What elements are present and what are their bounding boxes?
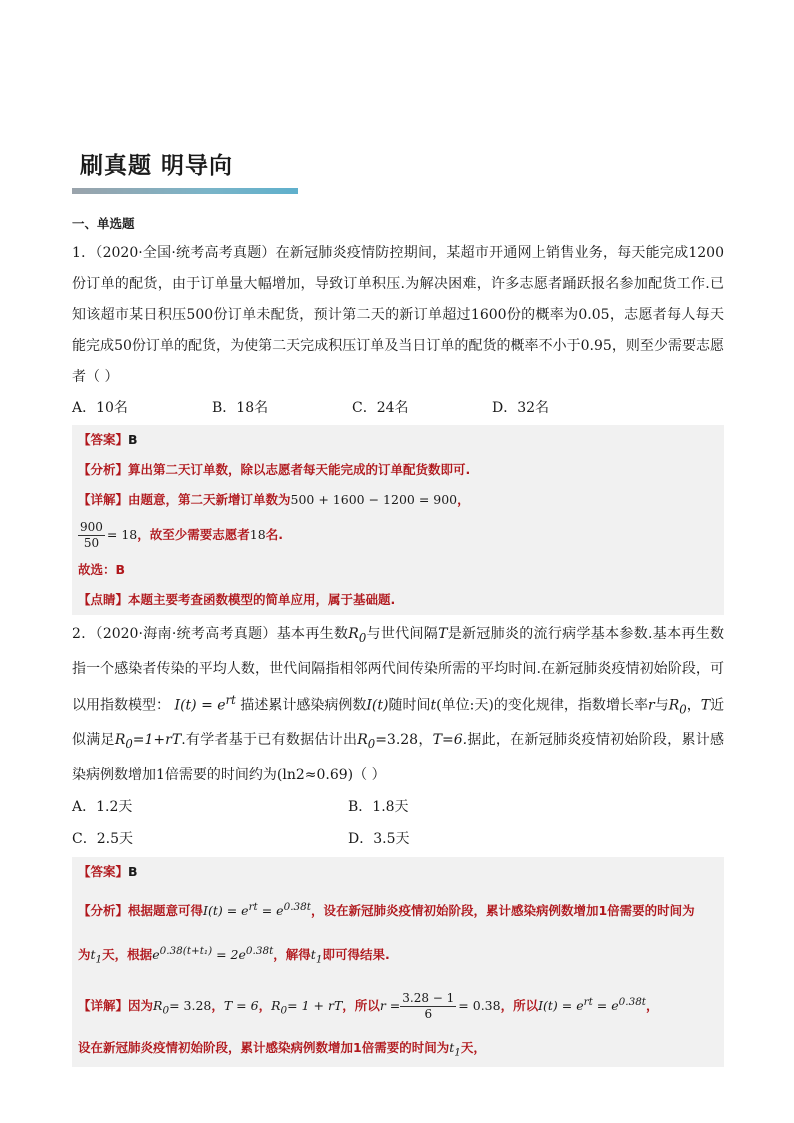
q2-part: (单位:天)的变化规律，指数增长率 xyxy=(436,697,648,714)
fraction-unit: 名. xyxy=(265,527,283,542)
detail-text: 由题意，第二天新增订单数为 xyxy=(128,492,291,507)
analysis-line xyxy=(78,455,718,485)
analysis-tag: 【分析】 xyxy=(78,903,129,919)
question-2-options-row1 xyxy=(72,791,724,823)
detail-exp: 0.38t xyxy=(618,995,646,1008)
analysis-exp: 0.38(t+t₁) xyxy=(159,945,213,958)
point-text: 本题主要考查函数模型的简单应用，属于基础题. xyxy=(128,592,396,607)
detail-r-value: = 0.38 xyxy=(458,998,501,1014)
analysis-formula: I(t) = e xyxy=(203,903,249,919)
question-1-solution xyxy=(72,425,724,615)
detail-equation: 500 + 1600 − 1200 = 900 xyxy=(290,492,458,507)
r0-sub: 0 xyxy=(358,630,367,645)
question-2-solution xyxy=(72,857,724,1067)
rel-formula: =1+rT xyxy=(132,732,182,749)
detail-tag: 【详解】 xyxy=(78,998,129,1014)
rel-sub: 0 xyxy=(125,737,133,752)
option-d: D．3.5天 xyxy=(348,831,410,848)
fraction-numerator: 900 xyxy=(80,520,103,534)
analysis-formula: e xyxy=(152,947,160,963)
t1-sub: 1 xyxy=(95,953,103,966)
r0-symbol: R xyxy=(668,697,680,714)
detail-text: ，所以 xyxy=(342,998,380,1014)
analysis-tag: 【分析】 xyxy=(78,462,129,477)
r0-symbol: R xyxy=(348,626,359,642)
detail-line xyxy=(78,485,718,515)
analysis-exp: 0.38t xyxy=(245,945,274,958)
analysis-exp: 0.38t xyxy=(283,901,311,914)
analysis-formula: = e xyxy=(257,903,284,919)
r0-symbol: R xyxy=(271,998,281,1014)
t-symbol: T xyxy=(700,697,711,714)
q2-part: 描述累计感染病例数 xyxy=(240,697,367,714)
detail-formula: = e xyxy=(592,998,619,1014)
analysis-line xyxy=(78,887,718,931)
t1-symbol: t xyxy=(90,947,96,963)
rel-symbol: R xyxy=(114,732,126,749)
detail-formula: I(t) = e xyxy=(538,998,584,1014)
q2-part: 据此，在新冠肺炎疫情初始阶段，累计感染病例数增加1倍需要的时间约为(ln2≈0.69)（ ） xyxy=(72,732,725,784)
answer-line xyxy=(78,857,718,887)
question-1-options xyxy=(72,393,724,423)
heading-underline xyxy=(72,188,298,194)
option-b: B．18名 xyxy=(212,400,269,416)
detail-text: ， xyxy=(646,998,659,1014)
r0-sub: 0 xyxy=(280,1004,288,1017)
last-text: 设在新冠肺炎疫情初始阶段，累计感染病例数增加1倍需要的时间为 xyxy=(78,1039,450,1055)
q2-part: 近似满足 xyxy=(72,697,725,749)
fraction-result: = 18 xyxy=(106,527,138,542)
point-tag: 【点睛】 xyxy=(78,592,129,607)
heading-title: 刷真题 明导向 xyxy=(80,153,234,179)
q2-part: 2．（2020·海南·统考高考真题）基本再生数 xyxy=(72,626,349,642)
analysis-text: 天，根据 xyxy=(102,947,153,963)
analysis-text: 根据题意可得 xyxy=(128,903,204,919)
it-symbol: I(t) xyxy=(366,697,389,714)
r-symbol: r xyxy=(647,697,655,714)
t1-symbol: t xyxy=(449,1039,455,1055)
t1-symbol: t xyxy=(310,947,316,963)
question-2-options-row2 xyxy=(72,823,724,855)
fraction-numerator: 3.28 − 1 xyxy=(402,991,455,1006)
r0-symbol: R xyxy=(153,998,163,1014)
question-1-text: 1．（2020·全国·统考高考真题）在新冠肺炎疫情防控期间，某超市开通网上销售业务，每天能完成1200份订单的配货，由于订单量大幅增加，导致订单积压.为解决困难，许多志愿者踊跃报名参加配货工作.已知该超市某日积压500份订单未配货，预计第二天的新订单超过1600份的概率为0.05，志愿者每人每天能完成50份订单的配货，为使第二天完成积压订单及当日订单的配货的概率不小于0.95，则至少需要志愿者（ ） xyxy=(72,245,724,385)
t-symbol: T xyxy=(438,626,448,642)
last-line xyxy=(78,1033,718,1068)
r0-sub: 0 xyxy=(162,1004,170,1017)
answer-value: B xyxy=(128,432,138,447)
q2-part: 与世代间隔 xyxy=(366,626,439,642)
option-c: C．2.5天 xyxy=(72,831,133,848)
analysis-formula: = 2e xyxy=(212,947,246,963)
analysis-text: 为 xyxy=(78,947,91,963)
fraction-denominator: 50 xyxy=(83,536,100,550)
r0-sub: 0 xyxy=(367,737,376,752)
detail-r: r = xyxy=(379,998,401,1014)
answer-value: B xyxy=(128,864,138,880)
option-c: C．24名 xyxy=(352,400,409,416)
answer-tag: 【答案】 xyxy=(78,432,129,447)
analysis-text: ，解得 xyxy=(273,947,311,963)
section-heading xyxy=(72,150,298,194)
analysis-line-2 xyxy=(78,931,718,980)
point-line xyxy=(78,585,718,615)
time-symbol: t xyxy=(430,697,437,714)
detail-r0-value: = 3.28 xyxy=(169,998,212,1014)
model-formula: I(t) = e xyxy=(174,697,226,714)
option-b: B．1.8天 xyxy=(348,799,409,816)
detail-text: ，所以 xyxy=(500,998,539,1014)
t1-sub: 1 xyxy=(315,953,323,966)
analysis-text: 算出第二天订单数，除以志愿者每天能完成的订单配货数即可. xyxy=(128,462,471,477)
option-a: A．10名 xyxy=(72,400,128,416)
option-a: A．1.2天 xyxy=(72,799,133,816)
choice-text: 故选：B xyxy=(78,562,126,577)
estimate-t: T=6. xyxy=(432,732,468,749)
q2-part: 与 xyxy=(654,697,669,714)
option-d: D．32名 xyxy=(492,400,550,416)
question-2-text xyxy=(72,619,724,791)
q2-part: ， xyxy=(686,697,701,714)
r0-symbol: R xyxy=(357,732,368,749)
q2-part: 是新冠肺炎的流行病学基本参数.基本再生数指一个感染者传染的平均人数，世代间隔指相邻两代间传染所需的平均时间.在新冠肺炎疫情初始阶段，可以用指数模型： xyxy=(72,626,725,714)
analysis-text: 即可得结果. xyxy=(322,947,390,963)
fraction-line xyxy=(78,515,718,555)
detail-tag: 【详解】 xyxy=(78,492,129,507)
detail-relation: = 1 + rT xyxy=(287,998,343,1014)
section-title: 一、单选题 xyxy=(72,216,135,231)
fraction-denominator: 6 xyxy=(424,1007,433,1022)
last-text: 天， xyxy=(460,1039,486,1055)
r0-sub: 0 xyxy=(679,702,687,717)
t1-sub: 1 xyxy=(454,1046,461,1059)
fraction xyxy=(78,520,105,551)
fraction-value: 18 xyxy=(249,527,266,542)
detail-exp: rt xyxy=(583,995,593,1008)
detail-text: 因为 xyxy=(128,998,154,1014)
detail-line: 【详解】因为$R_0= 3.28$，T = 6，$R_0= 1$ + rT，所以r = $\frac{3.28 - 1}{6}$ = 0.38，所以$I(t) = e^{rt} = e^{0.38t}$， xyxy=(78,991,659,1022)
choice-line xyxy=(78,555,718,585)
content-body xyxy=(72,214,724,1067)
model-exponent: rt xyxy=(225,692,236,707)
analysis-exp: rt xyxy=(248,901,258,914)
detail-fraction xyxy=(400,991,456,1022)
fraction-text: ，故至少需要志愿者 xyxy=(137,527,250,542)
answer-tag: 【答案】 xyxy=(78,864,129,880)
detail-t-value: T = 6 xyxy=(223,998,259,1014)
answer-line xyxy=(78,425,718,455)
q2-part: 随时间 xyxy=(388,697,431,714)
analysis-text: ，设在新冠肺炎疫情初始阶段，累计感染病例数增加1倍需要的时间为 xyxy=(310,903,695,919)
estimate-value: =3.28， xyxy=(375,732,433,749)
q2-part: .有学者基于已有数据估计出 xyxy=(181,732,358,749)
detail-punct: ， xyxy=(457,492,470,507)
